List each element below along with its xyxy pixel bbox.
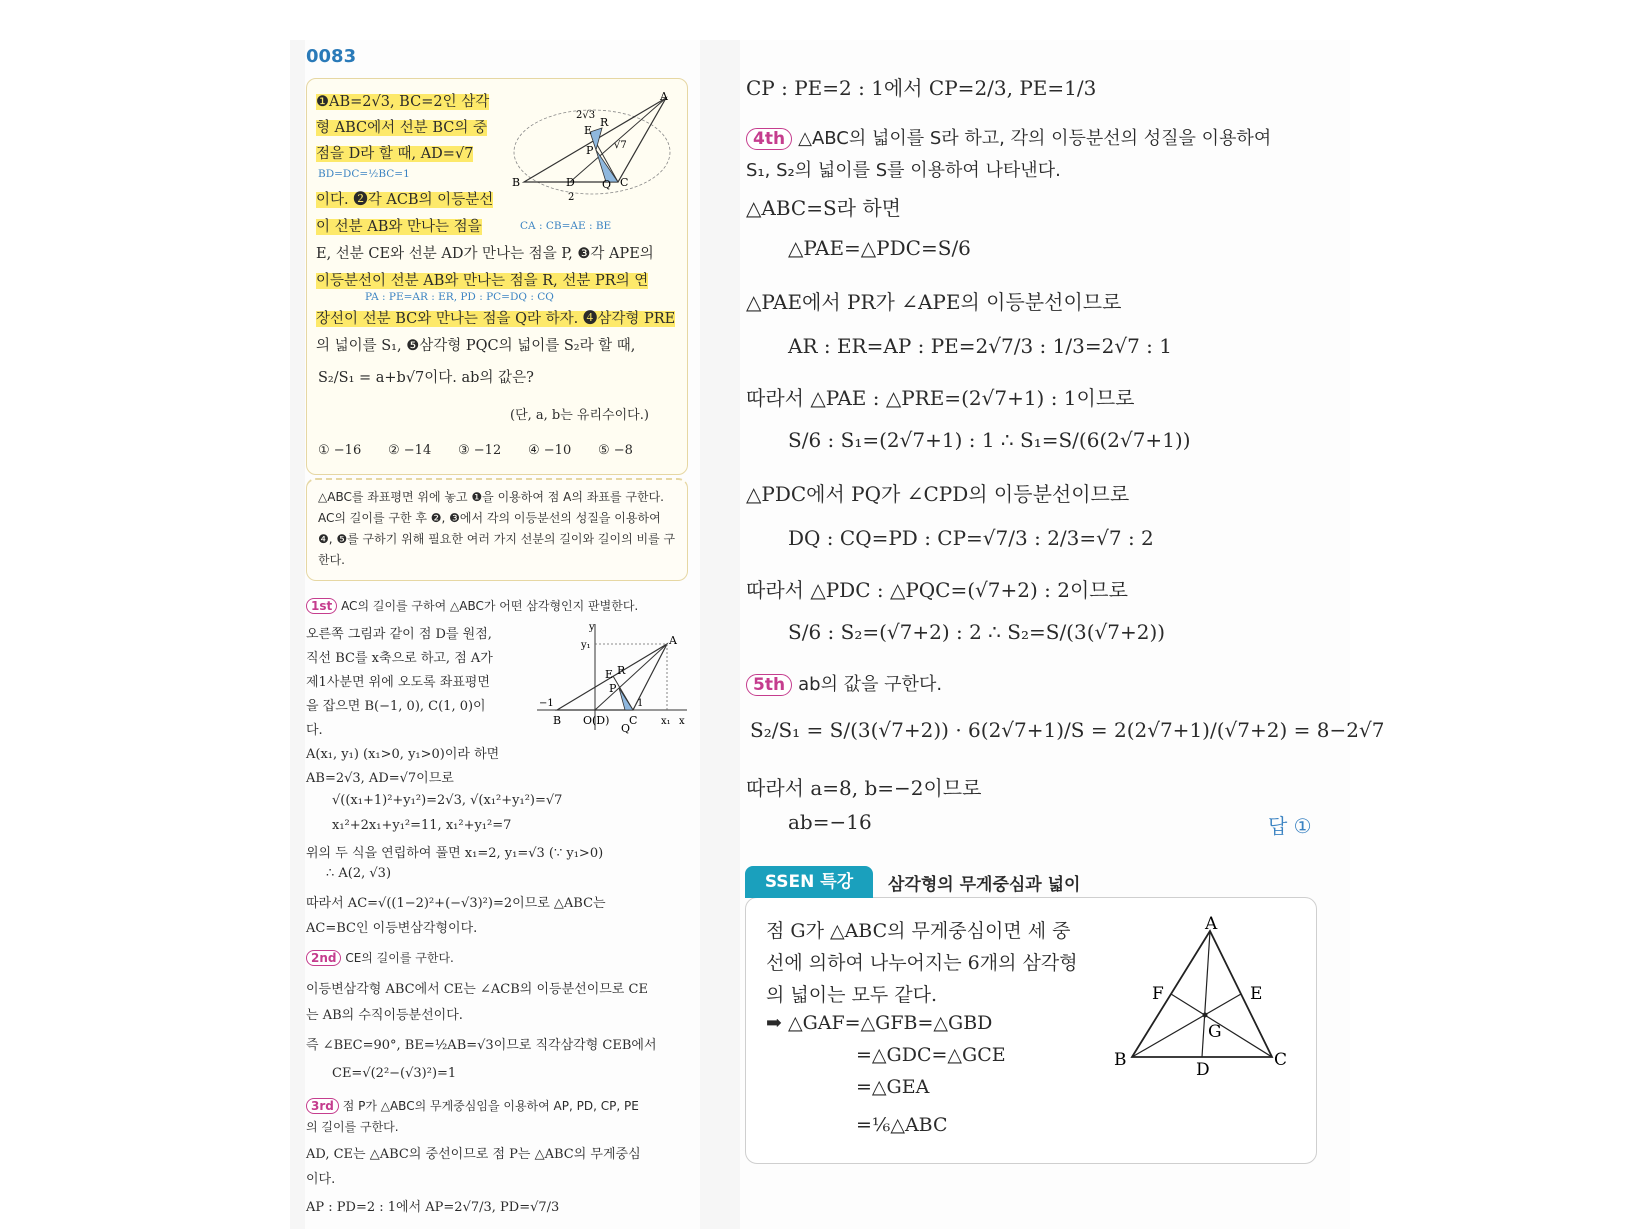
answer-mark: 답 ①: [1268, 814, 1312, 838]
problem-line-7: 이등분선이 선분 AB와 만나는 점을 R, 선분 PR의 연: [316, 273, 649, 289]
problem-line-5: 이 선분 AB와 만나는 점을: [316, 219, 482, 235]
step-4-badge: 4th: [746, 128, 792, 150]
step-3-title: 점 P가 △ABC의 무게중심임을 이용하여 AP, PD, CP, PE: [342, 1099, 639, 1113]
coord-label-1: 1: [637, 698, 644, 709]
s4-line-5: AR : ER=AP : PE=2√7/3 : 1/3=2√7 : 1: [788, 334, 1172, 358]
s4-line-11: S/6 : S₂=(√7+2) : 2 ∴ S₂=S/(3(√7+2)): [788, 620, 1166, 644]
ssen-line-1: 점 G가 △ABC의 무게중심이면 세 중: [766, 920, 1071, 942]
coord-label-neg1: −1: [539, 698, 554, 709]
s2-line-1: 이등변삼각형 ABC에서 CE는 ∠ACB의 이등분선이므로 CE: [306, 982, 648, 997]
problem-line-3: 점을 D라 할 때, AD=√7: [316, 146, 474, 162]
ssen-line-5: =△GDC=△GCE: [856, 1044, 1006, 1066]
coord-label-c: C: [629, 714, 638, 727]
s3-line-4: AP : PD=2 : 1에서 AP=2√7/3, PD=√7/3: [306, 1200, 560, 1215]
hint-line-4: 한다.: [318, 553, 345, 567]
s1-line-9: x₁²+2x₁+y₁²=11, x₁²+y₁²=7: [332, 818, 512, 833]
note-ratios: PA : PE=AR : ER, PD : PC=DQ : CQ: [365, 291, 554, 303]
problem-number: 0083: [306, 46, 357, 67]
s1-line-6: A(x₁, y₁) (x₁>0, y₁>0)이라 하면: [306, 747, 500, 762]
coord-label-od: O(D): [583, 714, 610, 727]
s1-line-5: 다.: [306, 723, 323, 738]
s1-line-4: 을 잡으면 B(−1, 0), C(1, 0)이: [306, 699, 486, 714]
step-2-badge: 2nd: [306, 950, 341, 966]
s1-line-11: ∴ A(2, √3): [326, 866, 392, 881]
step-4-title: △ABC의 넓이를 S라 하고, 각의 이등분선의 성질을 이용하여: [798, 128, 1272, 149]
coord-label-y: y: [589, 622, 595, 633]
cent-label-a: A: [1205, 915, 1218, 934]
s1-line-2: 직선 BC를 x축으로 하고, 점 A가: [306, 651, 493, 666]
problem-line-4: 이다. ❷각 ACB의 이등분선: [316, 192, 494, 208]
s3-line-2: AD, CE는 △ABC의 중선이므로 점 P는 △ABC의 무게중심: [306, 1147, 641, 1162]
hint-line-1: △ABC를 좌표평면 위에 놓고 ❶을 이용하여 점 A의 좌표를 구한다.: [318, 490, 664, 504]
s5-line-1: S₂/S₁ = S/(3(√7+2)) · 6(2√7+1)/S = 2(2√7+1)/(√7+2) = 8−2√7: [750, 718, 1385, 742]
step-5-header: [746, 670, 942, 696]
coord-label-x1: x₁: [661, 716, 671, 727]
s1-line-1: 오른쪽 그림과 같이 점 D를 원점,: [306, 627, 492, 642]
fig-label-r: R: [600, 116, 609, 129]
cent-label-d: D: [1196, 1060, 1210, 1075]
s2-line-2: 는 AB의 수직이등분선이다.: [306, 1008, 463, 1023]
s5-line-3: ab=−16: [788, 810, 872, 834]
s4-line-8: △PDC에서 PQ가 ∠CPD의 이등분선이므로: [746, 482, 1130, 506]
ssen-line-3: 의 넓이는 모두 같다.: [766, 984, 937, 1006]
fig-label-c: C: [620, 176, 629, 189]
s4-line-3: △PAE=△PDC=S/6: [788, 236, 971, 260]
fig-label-p: P: [586, 144, 594, 157]
centroid-point: [1203, 1013, 1208, 1018]
coord-label-x: x: [679, 716, 685, 727]
step-3-header: [306, 1097, 639, 1114]
cent-label-c: C: [1274, 1050, 1288, 1070]
hint-line-2: AC의 길이를 구한 후 ❷, ❸에서 각의 이등분선의 성질을 이용하여: [318, 511, 661, 525]
s4-line-6: 따라서 △PAE : △PRE=(2√7+1) : 1이므로: [746, 386, 1135, 410]
s1-line-13: AC=BC인 이등변삼각형이다.: [306, 921, 478, 936]
choice-5: ⑤ −8: [598, 443, 633, 458]
fig-label-b: B: [512, 176, 521, 189]
step-5-title: ab의 값을 구한다.: [798, 674, 943, 695]
ssen-line-6: =△GEA: [856, 1076, 930, 1098]
cent-label-e: E: [1250, 984, 1263, 1004]
s4-line-2: △ABC=S라 하면: [746, 196, 901, 220]
s4-line-4: △PAE에서 PR가 ∠APE의 이등분선이므로: [746, 290, 1122, 314]
s2-line-4: CE=√(2²−(√3)²)=1: [332, 1066, 457, 1081]
fig-label-ad: √7: [614, 140, 627, 151]
s4-line-10: 따라서 △PDC : △PQC=(√7+2) : 2이므로: [746, 578, 1128, 602]
note-bd-dc: BD=DC=½BC=1: [318, 168, 410, 180]
coord-label-p: P: [609, 682, 617, 695]
fig-label-a: A: [660, 90, 668, 103]
problem-line-2: 형 ABC에서 선분 BC의 중: [316, 120, 487, 136]
coord-label-b: B: [553, 714, 562, 727]
s3-line-1: 의 길이를 구한다.: [306, 1120, 399, 1134]
s3-line-3: 이다.: [306, 1172, 336, 1187]
choice-3: ③ −12: [458, 443, 502, 458]
cent-label-g: G: [1208, 1022, 1222, 1042]
s1-line-10: 위의 두 식을 연립하여 풀면 x₁=2, y₁=√3 (∵ y₁>0): [306, 846, 604, 861]
ssen-title: 삼각형의 무게중심과 넓이: [888, 875, 1081, 895]
s4-line-7: S/6 : S₁=(2√7+1) : 1 ∴ S₁=S/(6(2√7+1)): [788, 428, 1191, 452]
s1-line-7: AB=2√3, AD=√7이므로: [306, 771, 454, 786]
step-2-title: CE의 길이를 구한다.: [345, 951, 454, 965]
problem-line-10: S₂/S₁ = a+b√7이다. ab의 값은?: [318, 370, 534, 386]
s4-line-1: S₁, S₂의 넓이를 S를 이용하여 나타낸다.: [746, 160, 1061, 181]
ssen-line-2: 선에 의하여 나누어지는 6개의 삼각형: [766, 952, 1078, 974]
coord-label-y1: y₁: [581, 640, 591, 651]
s1-line-3: 제1사분면 위에 오도록 좌표평면: [306, 675, 490, 690]
coordinate-figure: [535, 620, 690, 735]
cent-label-b: B: [1114, 1050, 1127, 1070]
r-line-cp-pe: CP : PE=2 : 1에서 CP=2/3, PE=1/3: [746, 76, 1097, 100]
fig-label-q: Q: [602, 178, 612, 191]
coord-label-r: R: [617, 664, 626, 677]
step-1-badge: 1st: [306, 598, 337, 614]
cent-label-f: F: [1152, 984, 1164, 1004]
problem-line-8: 장선이 선분 BC와 만나는 점을 Q라 하자. ❹삼각형 PRE: [316, 311, 676, 327]
step-4-header: [746, 124, 1271, 150]
fig-label-bc: 2: [568, 192, 575, 203]
s2-line-3: 즉 ∠BEC=90°, BE=½AB=√3이므로 직각삼각형 CEB에서: [306, 1038, 657, 1053]
s4-line-9: DQ : CQ=PD : CP=√7/3 : 2/3=√7 : 2: [788, 526, 1154, 550]
ssen-line-4: ➡ △GAF=△GFB=△GBD: [766, 1012, 993, 1034]
step-5-badge: 5th: [746, 674, 792, 696]
coord-label-e: E: [605, 668, 614, 681]
step-3-badge: 3rd: [306, 1098, 339, 1114]
problem-triangle-figure: [510, 88, 680, 208]
step-1-header: [306, 597, 638, 614]
step-1-title: AC의 길이를 구하여 △ABC가 어떤 삼각형인지 판별한다.: [341, 599, 639, 613]
problem-line-6: E, 선분 CE와 선분 AD가 만나는 점을 P, ❸각 APE의: [316, 246, 654, 262]
hint-line-3: ❹, ❺를 구하기 위해 필요한 여러 가지 선분의 길이와 길이의 비를 구: [318, 532, 676, 546]
s1-line-12: 따라서 AC=√((1−2)²+(−√3)²)=2이므로 △ABC는: [306, 896, 606, 911]
s5-line-2: 따라서 a=8, b=−2이므로: [746, 776, 982, 800]
choice-4: ④ −10: [528, 443, 572, 458]
coord-label-q: Q: [621, 722, 631, 735]
s1-line-8: √((x₁+1)²+y₁²)=2√3, √(x₁²+y₁²)=√7: [332, 793, 563, 808]
centroid-figure: [1110, 915, 1290, 1075]
choice-1: ① −16: [318, 443, 362, 458]
triangle-pqc-coord: [619, 688, 633, 710]
coord-label-a: A: [669, 634, 677, 647]
fig-label-d: D: [566, 176, 575, 189]
problem-line-9: 의 넓이를 S₁, ❺삼각형 PQC의 넓이를 S₂라 할 때,: [316, 338, 636, 354]
choice-2: ② −14: [388, 443, 432, 458]
problem-condition: (단, a, b는 유리수이다.): [510, 408, 649, 423]
fig-label-e: E: [584, 124, 593, 137]
fig-label-ab: 2√3: [576, 110, 596, 121]
problem-line-1: ❶AB=2√3, BC=2인 삼각: [316, 94, 490, 110]
ssen-tab: SSEN 특강: [745, 866, 873, 898]
step-2-header: [306, 949, 454, 966]
ssen-line-7: =⅙△ABC: [856, 1114, 948, 1136]
note-angle-bisector: CA : CB=AE : BE: [520, 220, 612, 232]
